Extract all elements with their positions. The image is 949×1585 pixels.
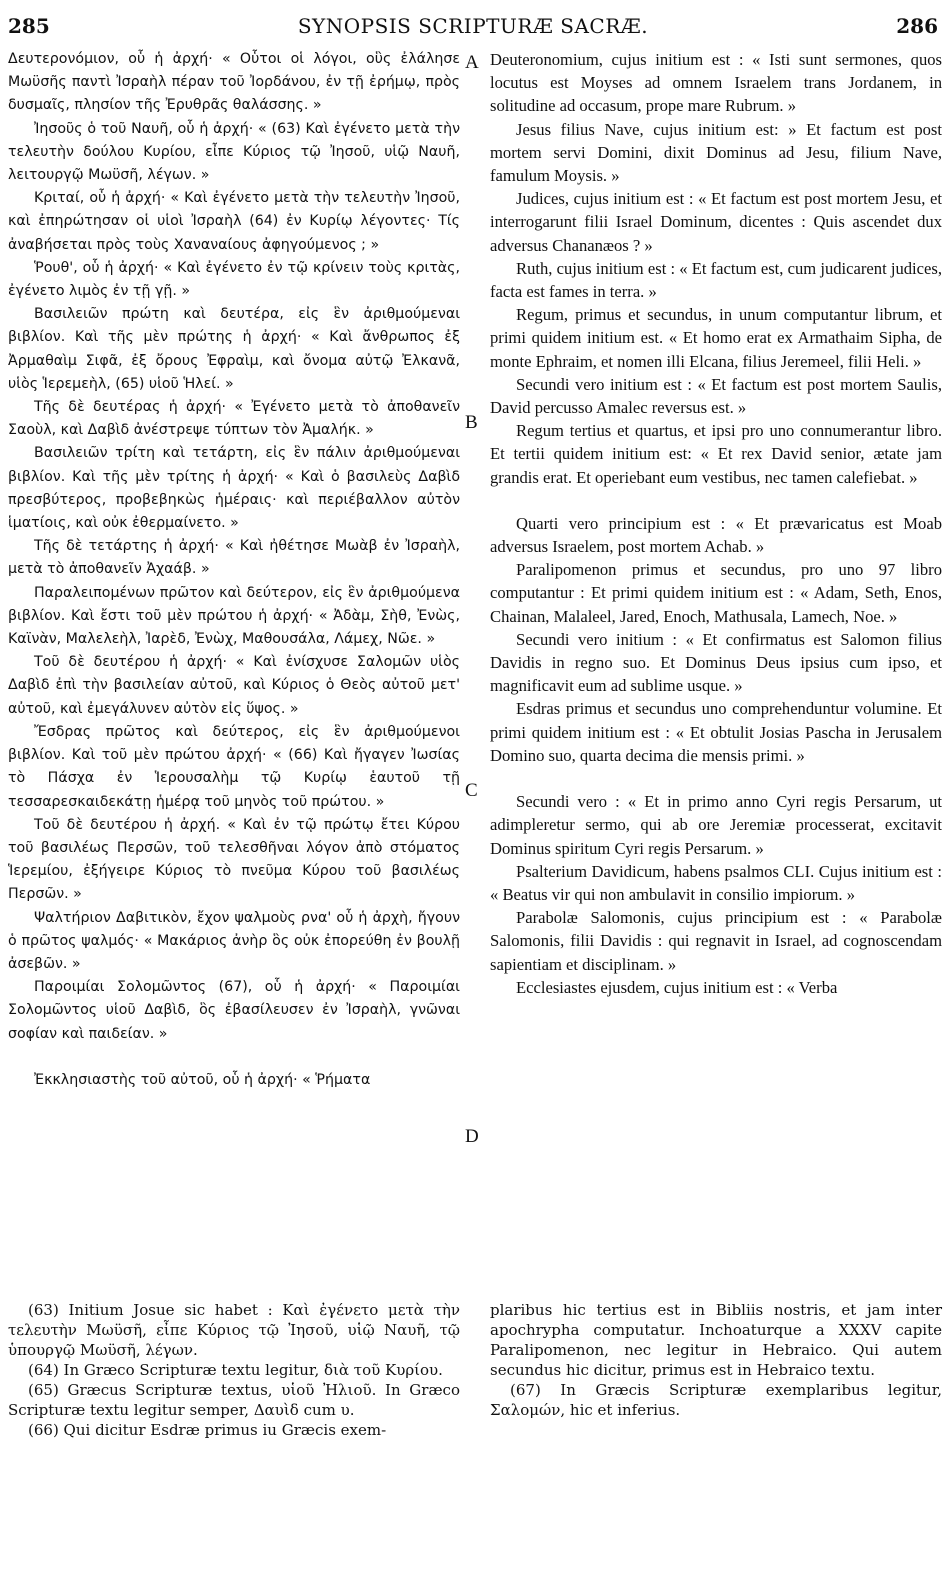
- paragraph-gap: [8, 1046, 460, 1069]
- latin-paragraph: Ruth, cujus initium est : « Et factum est, cum judicarent judices, facta est fames in terra. »: [490, 258, 942, 302]
- footnote: (65) Græcus Scripturæ textus, υἱοῦ Ἠλιοῦ. In Græco Scripturæ textu legitur semper, Δαυὶδ cum υ.: [8, 1381, 460, 1419]
- latin-paragraph: Secundi vero initium : « Et confirmatus est Salomon filius Davidis in regno suo. Et Dominus Deus ipsius cum ipso, et magnificavit eum ad sublime usque. »: [490, 629, 942, 696]
- greek-paragraph: Δευτερονόμιον, οὗ ἡ ἀρχή· « Οὗτοι οἱ λόγοι, οὓς ἐλάλησε Μωϋσῆς παντὶ Ἰσραὴλ πέραν τοῦ Ἰορδάνου, ἐν τῇ ἐρήμῳ, πρὸς δυσμαῖς, πλησίον τῆς Ἐρυθρᾶς θαλάσσης. »: [8, 51, 460, 114]
- page-number-left: 285: [8, 14, 50, 38]
- greek-paragraph: Ἔσδρας πρῶτος καὶ δεύτερος, εἰς ἓν ἀριθμούμενοι βιβλίον. Καὶ τοῦ μὲν πρώτου ἀρχή· « (66) Καὶ ἤγαγεν Ἰωσίας τὸ Πάσχα ἐν Ἱερουσαλὴμ τῷ Κυρίῳ ἑαυτοῦ τῇ τεσσαρεσκαιδεκάτῃ ἡμέρᾳ τοῦ μηνὸς τοῦ πρώτου. »: [8, 723, 460, 810]
- footnote: (66) Qui dicitur Esdræ primus iu Græcis exem-: [28, 1421, 387, 1439]
- latin-paragraph: Regum tertius et quartus, et ipsi pro uno connumerantur libro. Et tertii quidem initium est: « Et rex David senior, ætate jam grandis erat. Et operiebant eum vestibus, nec tamen calefiebat. »: [490, 421, 942, 487]
- page-number-right: 286: [896, 14, 938, 38]
- greek-paragraph: Παροιμίαι Σολομῶντος (67), οὗ ἡ ἀρχή· « Παροιμίαι Σολομῶντος υἱοῦ Δαβὶδ, ὃς ἐβασίλευσεν ἐν Ἰσραὴλ, γνῶναι σοφίαν καὶ παιδείαν. »: [8, 979, 460, 1042]
- greek-paragraph: Ῥουθ', οὗ ἡ ἀρχή· « Καὶ ἐγένετο ἐν τῷ κρίνειν τοὺς κριτὰς, ἐγένετο λιμὸς ἐν τῇ γῇ. »: [8, 259, 460, 300]
- latin-paragraph: Esdras primus et secundus uno comprehenduntur volumine. Et primi quidem initium est : « Et obtulit Josias Pascha in Jerusalem Domino suo, quarta decima die mensis primi. »: [490, 699, 942, 765]
- greek-paragraph: Ψαλτήριον Δαβιτικὸν, ἔχον ψαλμοὺς ρνα' οὗ ἡ ἀρχὴ, ἤγουν ὁ πρῶτος ψαλμός· « Μακάριος ἀνὴρ ὃς οὐκ ἐπορεύθη ἐν βουλῇ ἀσεβῶν. »: [8, 909, 460, 972]
- margin-letter-a: A: [465, 52, 479, 73]
- greek-paragraph: Τῆς δὲ τετάρτης ἡ ἀρχή· « Καὶ ἠθέτησε Μωὰβ ἐν Ἰσραὴλ, μετὰ τὸ ἀποθανεῖν Ἀχαάβ. »: [8, 538, 460, 578]
- latin-paragraph: Regum, primus et secundus, in unum computantur librum, et primi quidem initium est. « Et homo erat ex Armathaim Sipha, de monte Ephraim, et nomen illi Elcana, filius Jeremeel, filii Heli. »: [490, 305, 942, 371]
- footnote: (63) Initium Josue sic habet : Καὶ ἐγένετο μετὰ τὴν τελευτὴν Μωϋσῆ, εἶπε Κύριος τῷ Ἰησοῦ, υἱῷ Ναυῆ, τῷ ὑπουργῷ Μωϋσῆ, λέγων.: [8, 1301, 460, 1359]
- latin-column: [490, 48, 942, 999]
- latin-paragraph: Secundi vero initium est : « Et factum est post mortem Saulis, David percusso Amalec reversus est. »: [490, 374, 942, 418]
- latin-paragraph: Secundi vero : « Et in primo anno Cyri regis Persarum, ut adimpleretur sermo, qui ab ore Jeremiæ processerat, excitavit Dominus spiritum Cyri regis Persarum. »: [490, 792, 942, 858]
- greek-paragraph: Βασιλειῶν πρώτη καὶ δευτέρα, εἰς ἓν ἀριθμούμεναι βιβλίον. Καὶ τῆς μὲν πρώτης ἡ ἀρχή· « Καὶ ἄνθρωπος ἐξ Ἀρμαθαὶμ Σιφᾶ, ἐξ ὄρους Ἐφραὶμ, καὶ ὄνομα αὐτῷ Ἐλκανᾶ, υἱὸς Ἱερεμεὴλ, (65) υἱοῦ Ἡλεί. »: [8, 306, 460, 392]
- latin-paragraph: Ecclesiastes ejusdem, cujus initium est : « Verba: [516, 977, 838, 997]
- footnotes-left: [8, 1300, 460, 1440]
- margin-letter-b: B: [465, 412, 478, 433]
- greek-paragraph: Τῆς δὲ δευτέρας ἡ ἀρχή· « Ἐγένετο μετὰ τὸ ἀποθανεῖν Σαοὺλ, καὶ Δαβὶδ ἀνέστρεψε τύπτων τὸν Ἀμαλήκ. »: [8, 399, 460, 439]
- greek-paragraph: Τοῦ δὲ δευτέρου ἡ ἀρχή. « Καὶ ἐν τῷ πρώτῳ ἔτει Κύρου τοῦ βασιλέως Περσῶν, τοῦ τελεσθῆναι λόγον ἀπὸ στόματος Ἱερεμίου, ἐξήγειρε Κύριος τὸ πνεῦμα Κύρου τοῦ βασιλέως Περσῶν. »: [8, 816, 460, 903]
- greek-paragraph: Ἐκκλησιαστὴς τοῦ αὐτοῦ, οὗ ἡ ἀρχή· « Ῥήματα: [34, 1071, 371, 1088]
- greek-paragraph: Παραλειπομένων πρῶτον καὶ δεύτερον, εἰς ἓν ἀριθμούμενα βιβλίον. Καὶ ἔστι τοῦ μὲν πρώτου ἡ ἀρχή· « Ἀδὰμ, Σὴθ, Ἐνὼς, Καϊνὰν, Μαλελεὴλ, Ἰαρὲδ, Ἐνὼχ, Μαθουσάλα, Λάμεχ, Νῶε. »: [8, 584, 460, 648]
- footnote: (64) In Græco Scripturæ textu legitur, διὰ τοῦ Κυρίου.: [28, 1361, 443, 1379]
- latin-paragraph: Judices, cujus initium est : « Et factum est post mortem Jesu, et interrogarunt filii Israel Dominum, dicentes : Quis ascendet dux adversus Chananæos ? »: [490, 189, 942, 255]
- footnotes-right: [490, 1300, 942, 1420]
- footnote: plaribus hic tertius est in Bibliis nostris, et jam inter apochrypha computatur. Inchoaturque a XXXV capite Paralipomenon, nec legitur in Hebraico. Qui autem secundus hic dicitur, primus est in Hebraico textu.: [490, 1301, 942, 1379]
- footnote: (67) In Græcis Scripturæ exemplaribus legitur, Σαλομών, hic et inferius.: [490, 1381, 942, 1419]
- margin-letter-c: C: [465, 780, 478, 801]
- paragraph-gap: [490, 767, 942, 790]
- paragraph-gap: [490, 489, 942, 512]
- greek-paragraph: Ἰησοῦς ὁ τοῦ Ναυῆ, οὗ ἡ ἀρχή· « (63) Καὶ ἐγένετο μετὰ τὴν τελευτὴν δούλου Κυρίου, εἶπε Κύριος τῷ Ἰησοῦ, υἱῷ Ναυῆ, λειτουργῷ Μωϋσῆ, λέγων. »: [8, 120, 460, 184]
- greek-paragraph: Βασιλειῶν τρίτη καὶ τετάρτη, εἰς ἓν πάλιν ἀριθμούμεναι βιβλίον. Καὶ τῆς μὲν τρίτης ἡ ἀρχή· « Καὶ ὁ βασιλεὺς Δαβὶδ πρεσβύτερος, προβεβηκὼς ἡμέραις· καὶ περιέβαλλον αὐτὸν ἱματίοις, καὶ οὐκ ἐθερμαίνετο. »: [8, 445, 460, 532]
- latin-paragraph: Jesus filius Nave, cujus initium est: » Et factum est post mortem servi Domini, dixit Dominus ad Jesu, filium Nave, famulum Moysis. »: [490, 119, 942, 186]
- running-header: [8, 14, 938, 40]
- latin-paragraph: Psalterium Davidicum, habens psalmos CLI. Cujus initium est : « Beatus vir qui non ambulavit in consilio impiorum. »: [490, 861, 942, 904]
- margin-letter-d: D: [465, 1126, 479, 1147]
- latin-paragraph: Parabolæ Salomonis, cujus principium est : « Parabolæ Salomonis, filii Davidis : qui regnavit in Israel, ad cognoscendam sapientiam et disciplinam. »: [490, 908, 942, 974]
- running-title: SYNOPSIS SCRIPTURÆ SACRÆ.: [297, 14, 649, 38]
- greek-column: [8, 48, 460, 1092]
- greek-paragraph: Κριταί, οὗ ἡ ἀρχή· « Καὶ ἐγένετο μετὰ τὴν τελευτὴν Ἰησοῦ, καὶ ἐπηρώτησαν οἱ υἱοὶ Ἰσραὴλ (64) ἐν Κυρίῳ λέγοντες· Τίς ἀναβήσεται πρὸς τοὺς Χαναναίους ἀφηγούμενος ; »: [8, 190, 460, 253]
- greek-paragraph: Τοῦ δὲ δευτέρου ἡ ἀρχή· « Καὶ ἐνίσχυσε Σαλομῶν υἱὸς Δαβὶδ ἐπὶ τὴν βασιλείαν αὐτοῦ, καὶ Κύριος ὁ Θεὸς αὐτοῦ μετ' αὐτοῦ, καὶ ἐμεγάλυνεν αὐτὸν εἰς ὕψος. »: [8, 654, 460, 717]
- latin-paragraph: Quarti vero principium est : « Et prævaricatus est Moab adversus Israelem, post mortem Achab. »: [490, 513, 942, 557]
- latin-paragraph: Deuteronomium, cujus initium est : « Isti sunt sermones, quos locutus est Moyses ad omnem Israelem trans Jordanem, in solitudine ad occasum, prope mare Rubrum. »: [490, 50, 942, 116]
- latin-paragraph: Paralipomenon primus et secundus, pro uno 97 libro computantur : Et primi quidem initium est : « Adam, Seth, Enos, Chainan, Malaleel, Jared, Enoch, Mathusala, Lamech, Noe. »: [490, 560, 942, 626]
